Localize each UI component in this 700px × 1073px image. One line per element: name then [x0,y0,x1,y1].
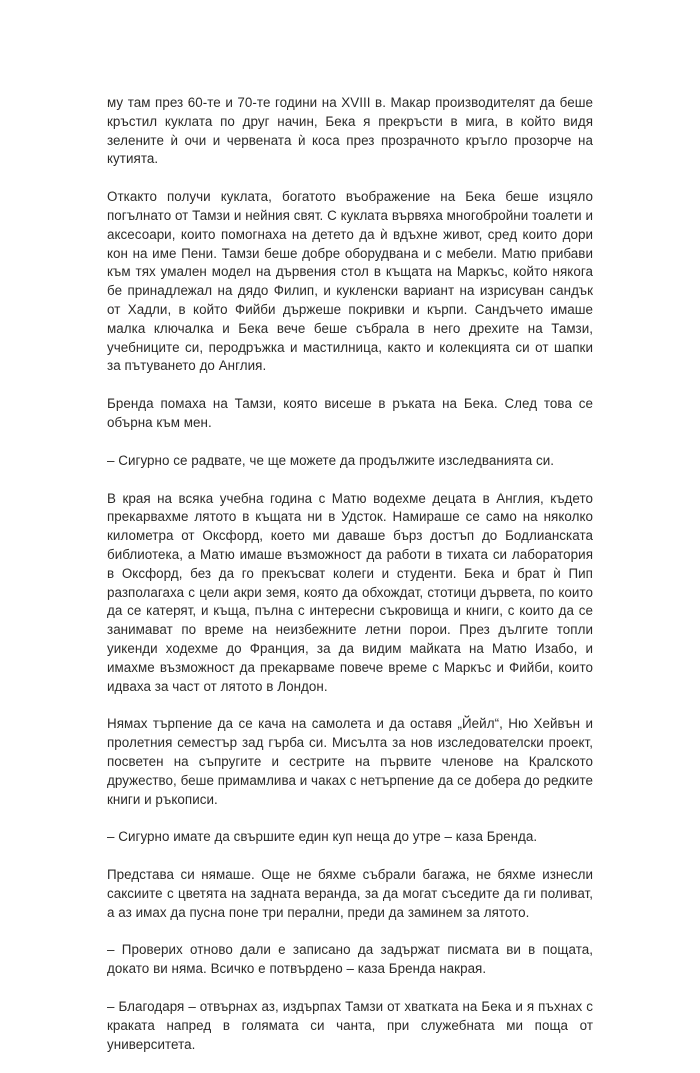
paragraph: Представа си нямаше. Още не бяхме събрали багажа, не бяхме изнесли саксиите с цветята на задната веранда, за да могат съседите да ги поливат, а аз имах да пусна поне три перални, преди да заминем за лятото. [107,867,593,920]
paragraph: му там през 60-те и 70-те години на XVIII в. Макар производителят да беше кръстил куклата по друг начин, Бека я прекръсти в мига, в който видя зелените ѝ очи и червената ѝ коса през прозрачното кръгло прозорче на кутията. [107,95,593,167]
paragraph: Нямах търпение да се кача на самолета и да оставя „Йейл“, Ню Хейвън и пролетния семестър зад гърба си. Мисълта за нов изследователски проект, посветен на съпругите и сестрите на първите членове на Кралското дружество, беше примамлива и чаках с нетърпение да се добера до редките книги и ръкописи. [107,716,593,807]
dialogue-line: – Сигурно имате да свършите един куп неща до утре – каза Бренда. [107,829,538,845]
paragraph: В края на всяка учебна година с Матю водехме децата в Англия, където прекарвахме лятото в къщата ни в Удсток. Намираше се само на няколко километра от Оксфорд, което ми даваше бърз достъп до Бодлианската библиотека, а Матю имаше възможност да работи в тихата си лаборатория в Оксфорд, без да го прекъсват колеги и студенти. Бека и брат ѝ Пип разполагаха с цели акри земя, която да обхождат, стотици дървета, по които да се катерят, и къща, пълна с интересни съкровища и книги, с които да се занимават по време на неизбежните летни порои. През дългите топли уикенди ходехме до Франция, за да видим майката на Матю Изабо, и имахме възможност да прекарваме повече време с Маркъс и Фийби, които идваха за част от лятото в Лондон. [107,490,593,694]
paragraph: Бренда помаха на Тамзи, която висеше в ръката на Бека. След това се обърна към мен. [107,396,593,430]
dialogue-line: – Сигурно се радвате, че ще можете да продължите изследванията си. [107,452,555,468]
document-page [107,94,593,1073]
paragraph: Откакто получи куклата, богатото въображение на Бека беше изцяло погълнато от Тамзи и нейния свят. С куклата вървяха многобройни тоалети и аксесоари, които помогнаха на детето да ѝ вдъхне живот, сред които дори кон на име Пени. Тамзи беше добре оборудвана и с мебели. Матю прибави към тях умален модел на дървения стол в къщата на Маркъс, който някога бе принадлежал на дядо Филип, и кукленски вариант на изрисуван сандък от Хадли, в който Фийби държеше покривки и кърпи. Сандъчето имаше малка ключалка и Бека вече беше събрала в него дрехите на Тамзи, учебниците си, перодръжка и мастилница, както и колекцията си от шапки за пътуването до Англия. [107,189,593,374]
dialogue-line: – Проверих отново дали е записано да задържат писмата ви в пощата, докато ви няма. Всичко е потвърдено – каза Бренда накрая. [107,942,593,977]
dialogue-line: – Благодаря – отвърнах аз, издърпах Тамзи от хватката на Бека и я пъхнах с краката напред в голямата си чанта, при служебната ми поща от университета. [107,999,593,1052]
